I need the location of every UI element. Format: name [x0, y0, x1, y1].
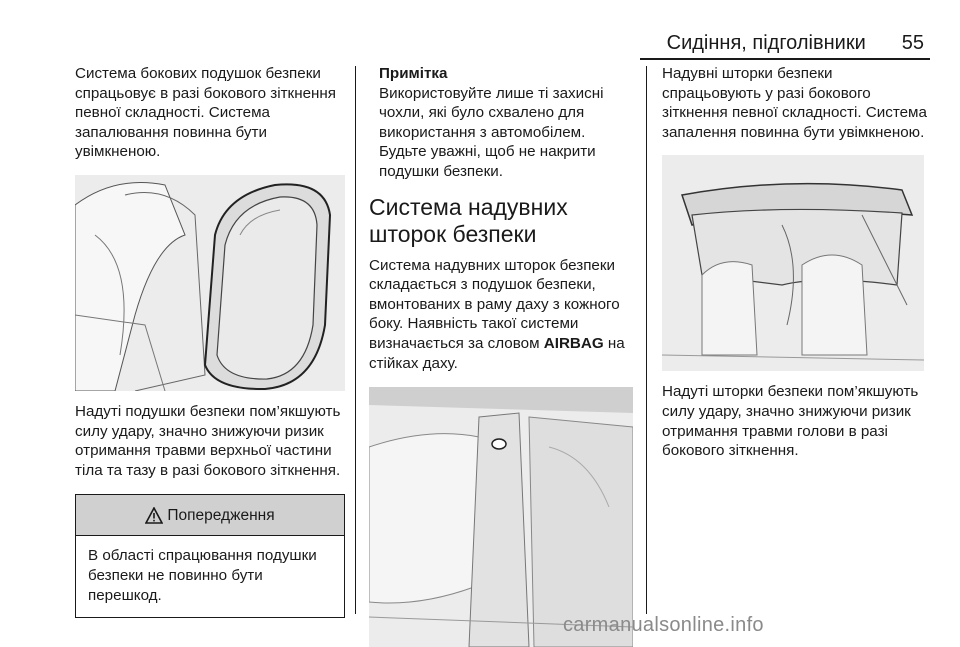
header-rule [640, 58, 930, 60]
note-title: Примітка [379, 65, 448, 82]
column-1 [75, 64, 345, 618]
column-2 [369, 64, 633, 647]
curtain-airbag-intro: Надувні шторки безпеки спрацьовують у разі бокового зіткнення певної складності. Система запалення повинна бути увімкненою. [662, 65, 927, 141]
column-divider-1 [355, 66, 356, 614]
description-text-end: на стійках даху. [369, 334, 625, 372]
curtain-airbag-description [369, 256, 633, 374]
page-header [640, 28, 924, 58]
side-airbag-caption: Надуті подушки безпеки пом’якшують силу удару, значно знижуючи ризик отримання травми верхньої частини тіла та тазу в разі бокового зіткнення. [75, 402, 341, 479]
column-divider-2 [646, 66, 647, 614]
warning-triangle-icon [145, 507, 163, 524]
column-3 [662, 64, 932, 461]
note-block [369, 64, 633, 182]
page-number: 55 [901, 31, 924, 54]
note-text: Використовуйте лише ті захисні чохли, які було схвалено для використання з автомобілем. Будьте уважні, щоб не накрити подушки безпеки. [379, 84, 604, 180]
section-heading: Система надувних шторок безпеки [369, 193, 568, 247]
side-airbag-illustration [75, 175, 345, 391]
warning-box [75, 494, 345, 618]
warning-title: Попередження [167, 506, 275, 524]
warning-text: В області спрацювання подушки безпеки не повинно бути перешкод. [88, 547, 317, 604]
section-title: Сидіння, підголівники [666, 31, 866, 54]
airbag-pillar-illustration [369, 387, 633, 647]
watermark: carmanualsonline.info [563, 614, 764, 636]
warning-header [76, 495, 344, 536]
side-airbag-intro: Система бокових подушок безпеки спрацьовує в разі бокового зіткнення певної складності. Система запалювання повинна бути увімкненою. [75, 65, 337, 161]
airbag-keyword: AIRBAG [543, 334, 604, 352]
curtain-airbag-illustration [662, 155, 924, 371]
description-text: Система надувних шторок безпеки складається з подушок безпеки, вмонтованих в раму даху з кожного боку. Наявність такої системи визначається за словом [369, 256, 620, 352]
curtain-airbag-caption: Надуті шторки безпеки пом’якшують силу удару, значно знижуючи ризик отримання травми голови в разі бокового зіткнення. [662, 383, 919, 460]
